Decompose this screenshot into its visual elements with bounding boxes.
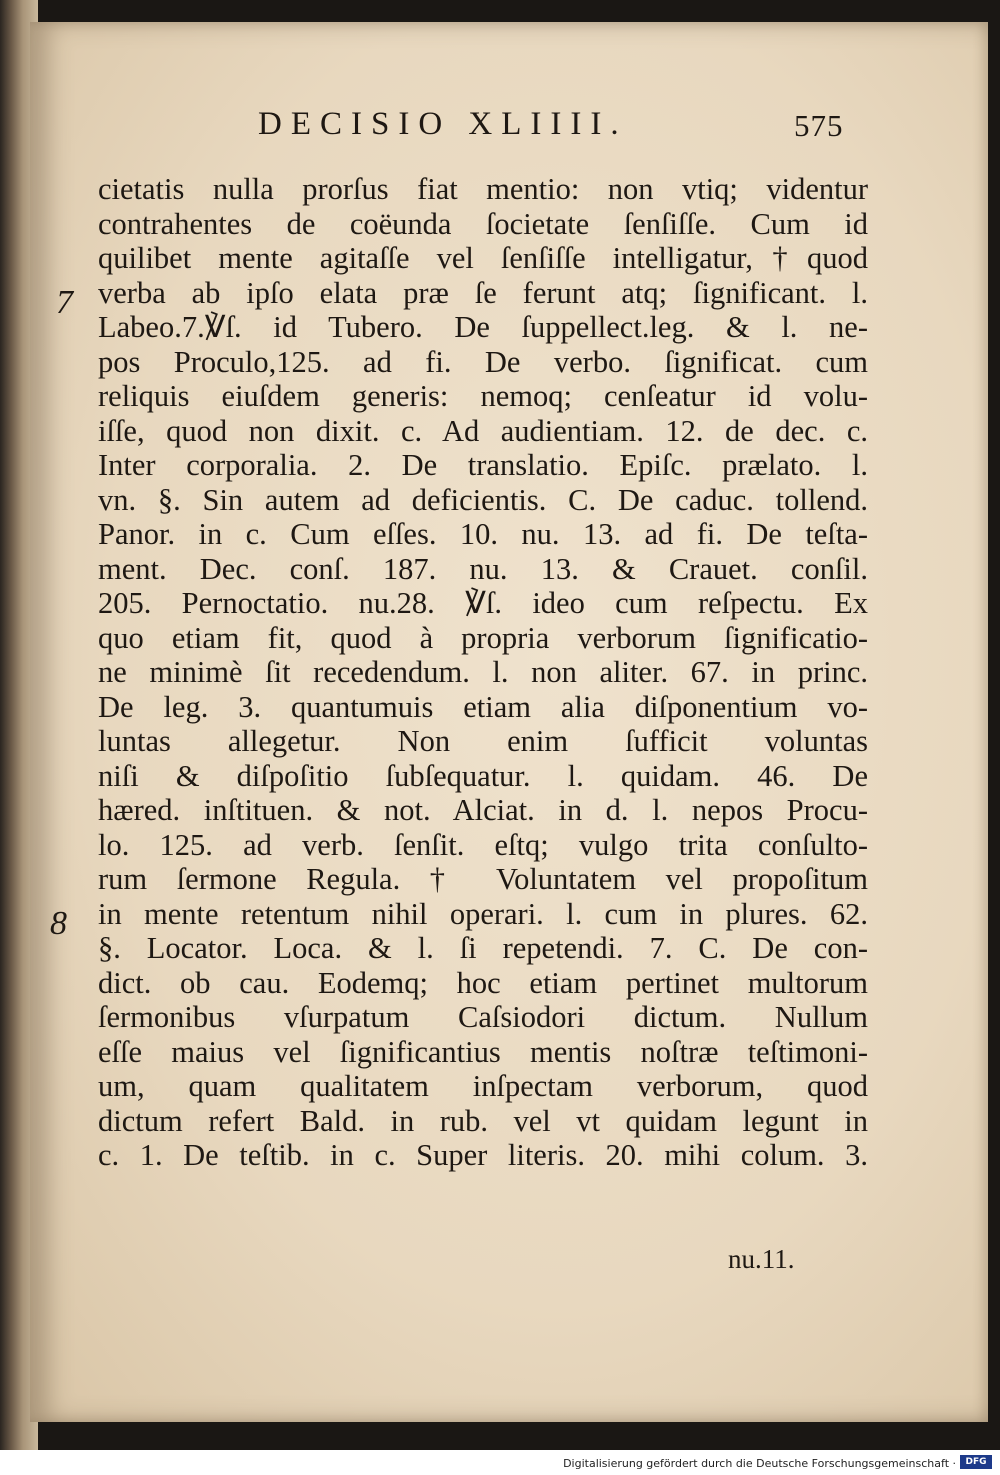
text-line: ne minimè ſit recedendum. l. non aliter. 67. in princ. xyxy=(98,655,868,689)
text-line: vn. §. Sin autem ad deficientis. C. De caduc. tollend. xyxy=(98,482,868,517)
text-line: quilibet mente agitaſſe vel ſenſiſſe intelligatur,†quod xyxy=(98,241,868,275)
text-line: De leg. 3. quantumuis etiam alia diſponentium vo- xyxy=(98,689,868,724)
text-line: in mente retentum nihil operari. l. cum in plures. 62. xyxy=(98,896,868,931)
text-line: iſſe, quod non dixit. c. Ad audientiam. 12. de dec. c. xyxy=(98,413,868,448)
text-line: eſſe maius vel ſignificantius mentis noſtræ teſtimoni- xyxy=(98,1034,868,1069)
funding-credit: Digitalisierung gefördert durch die Deutsche Forschungsgemeinschaft · xyxy=(563,1457,956,1470)
text-line: 205. Pernoctatio. nu.28. ℣ſ. ideo cum reſpectu. Ex xyxy=(98,586,868,620)
text-line: niſi & diſpoſitio ſubſequatur. l. quidam. 46. De xyxy=(98,758,868,793)
text-line: dictum refert Bald. in rub. vel vt quidam legunt in xyxy=(98,1103,868,1138)
book-page xyxy=(30,22,988,1422)
text-line: rum ſermone Regula. † Voluntatem vel propoſitum xyxy=(98,862,868,896)
text-line: dict. ob cau. Eodemq; hoc etiam pertinet multorum xyxy=(98,965,868,1000)
text-line: Panor. in c. Cum eſſes. 10. nu. 13. ad fi. De teſta- xyxy=(98,517,868,551)
dfg-logo-icon: DFG xyxy=(960,1455,992,1469)
margin-note-8: 8 xyxy=(50,905,67,942)
text-line: hæred. inſtituen. & not. Alciat. in d. l. nepos Procu- xyxy=(98,793,868,827)
text-line: c. 1. De teſtib. in c. Super literis. 20. mihi colum. 3. xyxy=(98,1138,868,1172)
catchword: nu.11. xyxy=(728,1244,795,1274)
text-line: reliquis eiuſdem generis: nemoq; cenſeatur id volu- xyxy=(98,379,868,413)
text-line: ſermonibus vſurpatum Caſsiodori dictum. Nullum xyxy=(98,1000,868,1034)
digitization-footer xyxy=(0,1450,1000,1475)
text-line: pos Proculo,125. ad fi. De verbo. ſignificat. cum xyxy=(98,344,868,379)
text-line: Inter corporalia. 2. De translatio. Epiſc. prælato. l. xyxy=(98,448,868,482)
page-header xyxy=(30,106,988,156)
text-line: §. Locator. Loca. & l. ſi repetendi. 7. C. De con- xyxy=(98,931,868,965)
text-line: cietatis nulla prorſus fiat mentio: non vtiq; videntur xyxy=(98,172,868,206)
text-line: luntas allegetur. Non enim ſufficit voluntas xyxy=(98,724,868,758)
text-line: quo etiam fit, quod à propria verborum ſignificatio- xyxy=(98,620,868,655)
text-line: lo. 125. ad verb. ſenſit. eſtq; vulgo trita conſulto- xyxy=(98,827,868,862)
text-line: um, quam qualitatem inſpectam verborum, quod xyxy=(98,1069,868,1103)
margin-note-7: 7 xyxy=(56,284,73,321)
text-line: verba ab ipſo elata præ ſe ferunt atq; ſignificant. l. xyxy=(98,275,868,310)
running-head: DECISIO XLIIII. xyxy=(258,106,628,142)
text-line: Labeo.7.℣ſ. id Tubero. De ſuppellect.leg. & l. ne- xyxy=(98,310,868,344)
page-number: 575 xyxy=(794,108,844,143)
text-line: contrahentes de coëunda ſocietate ſenſiſſe. Cum id xyxy=(98,206,868,241)
text-line: ment. Dec. conſ. 187. nu. 13. & Crauet. conſil. xyxy=(98,551,868,586)
body-text xyxy=(98,172,868,1173)
